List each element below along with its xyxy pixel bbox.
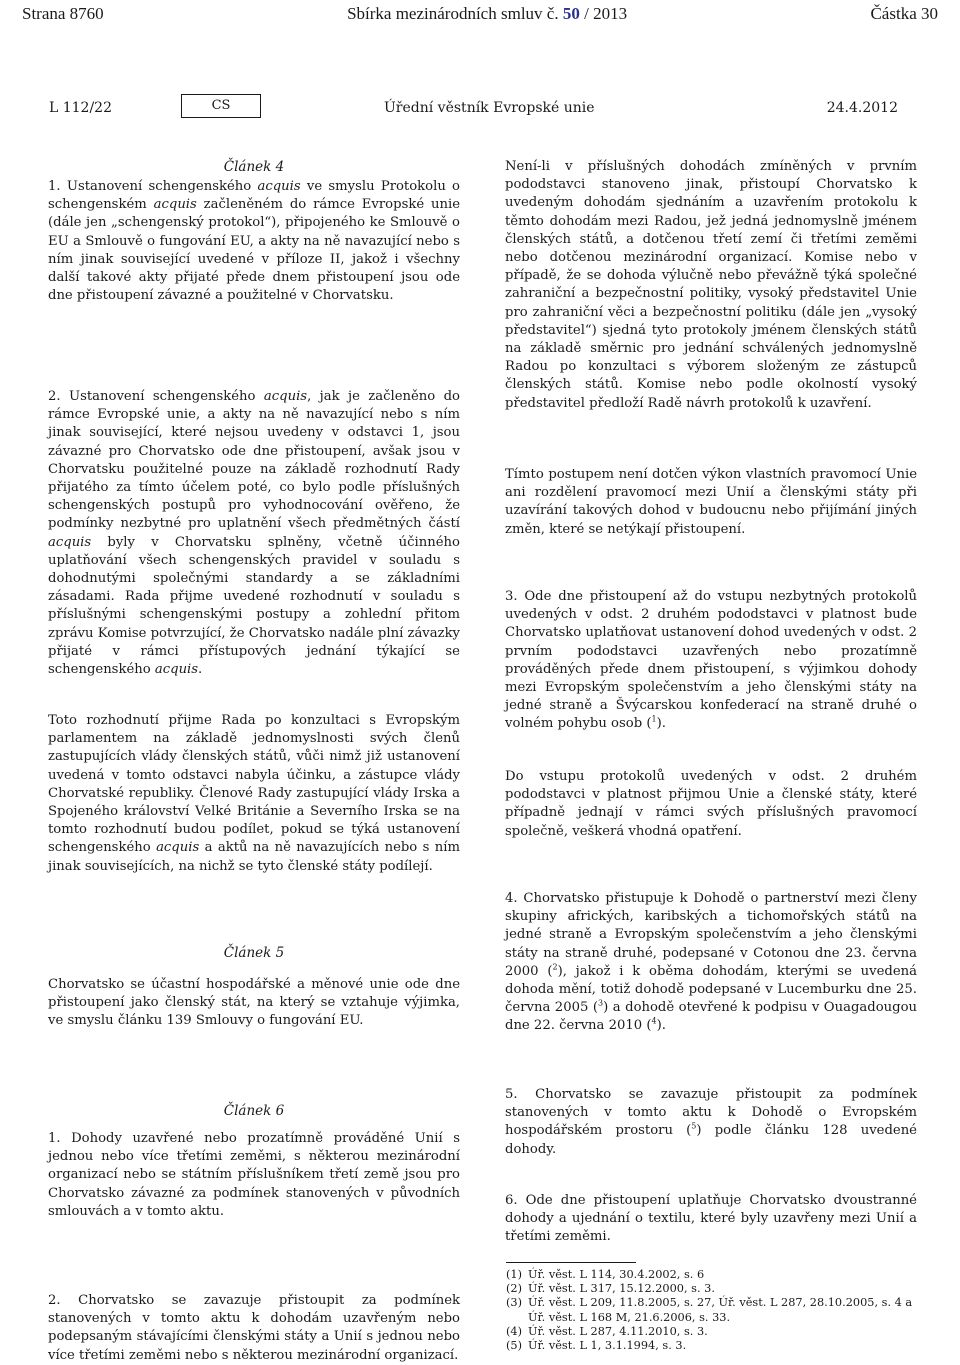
article-4-heading: Článek 4 (223, 159, 285, 175)
language-badge: CS (181, 94, 261, 118)
journal-header (49, 94, 898, 120)
page-number: Strana 8760 (22, 4, 104, 23)
right-paragraph-1: Není-li v příslušných dohodách zmíněných v prvním pododstavci stanoveno jinak, přistoupí Chorvatsko k uvedeným dohodám sjednáním a uzavřením protokolu k těmto dohodám mezi Radou, jež jedná jednomyslně jménem členských států, a dotčenou třetí zemí či třetími zeměmi nebo dotčenou mezinárodní organizací. Komise nebo v případě, že se dohoda výlučně nebo převážně týká společné zahraniční a bezpečnostní politiky, vysoký představitel Unie pro zahraniční věci a bezpečnostní politiku (dále jen „vysoký představitel“) sjedná tyto protokoly jménem členských států na základě směrnic pro jednání schválených jednomyslně Radou po konzultaci s výborem složeným ze zástupců členských států. Komise nebo podle okolností vysoký představitel předloží Radě návrh protokolů k uzavření. (505, 159, 917, 411)
right-paragraph-7: 6. Ode dne přistoupení uplatňuje Chorvatsko dvoustranné dohody a ujednání o textilu, které byly uzavřeny mezi Unií a třetími zeměmi. (505, 1193, 917, 1245)
article-6-paragraph-2: 2. Chorvatsko se zavazuje přistoupit za podmínek stanovených v tomto aktu k dohodám uzavřeným nebo podepsaným stávajícími členskými státy a Unií s jednou nebo více třetími zeměmi nebo s některou mezinárodní organizací. (48, 1293, 460, 1363)
footnote-ref-3: 3 (598, 998, 604, 1008)
footnote-ref-1: 1 (651, 715, 657, 725)
footnote-item: (5) Úř. věst. L 1, 3.1.1994, s. 3. (506, 1339, 687, 1353)
article-5-paragraph: Chorvatsko se účastní hospodářské a měnové unie ode dne přistoupení jako členský stát, na který se vztahuje výjimka, ve smyslu článku 139 Smlouvy o fungování EU. (48, 977, 460, 1029)
page-header (22, 4, 938, 26)
right-paragraph-6: 5. Chorvatsko se zavazuje přistoupit za podmínek stanovených v tomto aktu k Dohodě o Evropském hospodářském prostoru ($^5$) podle článku 128 uvedené dohody. (505, 1087, 917, 1157)
journal-date: 24.4.2012 (826, 100, 898, 116)
footnote-divider (506, 1262, 636, 1263)
collection-number: 50 (562, 4, 580, 23)
article-6-paragraph-1: 1. Dohody uzavřené nebo prozatímně prováděné Unií s jednou nebo více třetími zeměmi, s některou mezinárodní organizací nebo se státním příslušníkem třetí země jsou pro Chorvatsko závazné za podmínek stanovených v původních smlouvách a v tomto aktu. (48, 1131, 460, 1219)
footnote-item: (3) Úř. věst. L 209, 11.8.2005, s. 27, Úř. věst. L 287, 28.10.2005, s. 4 a Úř. věst. L 168 M, 21.6.2006, s. 33. (506, 1296, 913, 1324)
article-4-paragraph-2: 2. Ustanovení schengenského acquis, jak je začleněno do rámce Evropské unie, a akty na ně navazující nebo s ním jinak související, které nejsou uvedeny v odstavci 1, jsou závazné pro Chorvatsko ode dne přistoupení, avšak jsou v Chorvatsku použitelné pouze na základě rozhodnutí Rady přijatého za tímto účelem poté, co bylo podle příslušných schengenských postupů pro vyhodnocování ověřeno, že podmínky nezbytné pro uplatnění všech předmětných částí acquis byly v Chorvatsku splněny, včetně účinného uplatňování všech schengenských pravidel v souladu s dohodnutými společnými standardy a se základními zásadami. Rada přijme uvedené rozhodnutí v souladu s příslušnými schengenskými postupy a zohlední přitom zprávu Komise potvrzující, že Chorvatsko nadále plní závazky přijaté v rámci přístupových jednání týkající se schengenského acquis. (48, 389, 461, 678)
article-5-heading: Článek 5 (223, 945, 285, 961)
right-paragraph-4: Do vstupu protokolů uvedených v odst. 2 druhém pododstavci v platnost přijmou Unie a členské státy, které případně jednají v rámci svých příslušných pravomocí společně, veškerá vhodná opatření. (505, 769, 917, 839)
journal-title: Úřední věstník Evropské unie (384, 100, 595, 116)
right-paragraph-3: 3. Ode dne přistoupení až do vstupu nezbytných protokolů uvedených v odst. 2 druhém pododstavci v platnost bude Chorvatsko uplatňovat ustanovení dohod uvedených v odst. 2 prvním pododstavci uzavřených nebo prozatímně prováděných přede dnem přistoupení, s výjimkou dohody mezi Evropským společenstvím a jeho členskými státy na jedné straně a Švýcarskou konfederací na straně druhé o volném pohybu osob ($^1$). (505, 589, 917, 732)
article-6-heading: Článek 6 (223, 1103, 285, 1119)
right-paragraph-5: 4. Chorvatsko přistupuje k Dohodě o partnerství mezi členy skupiny afrických, karibských a tichomořských států na jedné straně a Evropským společenstvím a jeho členskými státy na straně druhé, podepsané v Cotonou dne 23. června 2000 ($^2$), jakož i k oběma dohodám, kterými se uvedená dohoda mění, totiž dohodě podepsané v Lucemburku dne 25. června 2005 ($^3$) a dohodě otevřené k podpisu v Ouagadougou dne 22. června 2010 ($^4$). (505, 891, 918, 1034)
article-4-paragraph-1: 1. Ustanovení schengenského acquis ve smyslu Protokolu o schengenském acquis začleněném do rámce Evropské unie (dále jen „schengenský protokol“), připojeného ke Smlouvě o EU a Smlouvě o fungování EU, a akty na ně navazující nebo s ním jinak související uvedené v příloze II, jakož i všechny další takové akty přijaté přede dnem přistoupení jsou ode dne přistoupení závazné a použitelné v Chorvatsku. (48, 179, 460, 304)
footnote-ref-2: 2 (552, 962, 558, 972)
journal-ref: L 112/22 (49, 100, 112, 116)
footnote-ref-5: 5 (691, 1122, 697, 1132)
footnote-ref-4: 4 (651, 1017, 657, 1027)
part-label: Částka 30 (870, 4, 938, 23)
right-paragraph-2: Tímto postupem není dotčen výkon vlastních pravomocí Unie ani rozdělení pravomocí mezi Unií a členskými státy při uzavírání takových dohod v budoucnu nebo přijímání jiných změn, které se netýkají přistoupení. (505, 467, 917, 537)
footnote-item: (1) Úř. věst. L 114, 30.4.2002, s. 6 (506, 1268, 705, 1281)
footnote-item: (4) Úř. věst. L 287, 4.11.2010, s. 3. (506, 1324, 708, 1338)
collection-title: Sbírka mezinárodních smluv č. 50 / 2013 (347, 4, 628, 23)
footnotes (506, 1268, 918, 1353)
footnote-item: (2) Úř. věst. L 317, 15.12.2000, s. 3. (506, 1282, 715, 1296)
article-4-paragraph-3: Toto rozhodnutí přijme Rada po konzultaci s Evropským parlamentem na základě jednomyslnosti svých členů zastupujících vlády členských států, vůči nimž již ustanovení uvedená v tomto odstavci nabyla účinku, a zástupce vlády Chorvatské republiky. Členové Rady zastupující vlády Irska a Spojeného království Velké Británie a Severního Irska se na tomto rozhodnutí budou podílet, pokud se týká ustanovení schengenského acquis a aktů na ně navazujících nebo s ním jinak souvisejících, na nichž se tyto členské státy podílejí. (48, 713, 460, 874)
